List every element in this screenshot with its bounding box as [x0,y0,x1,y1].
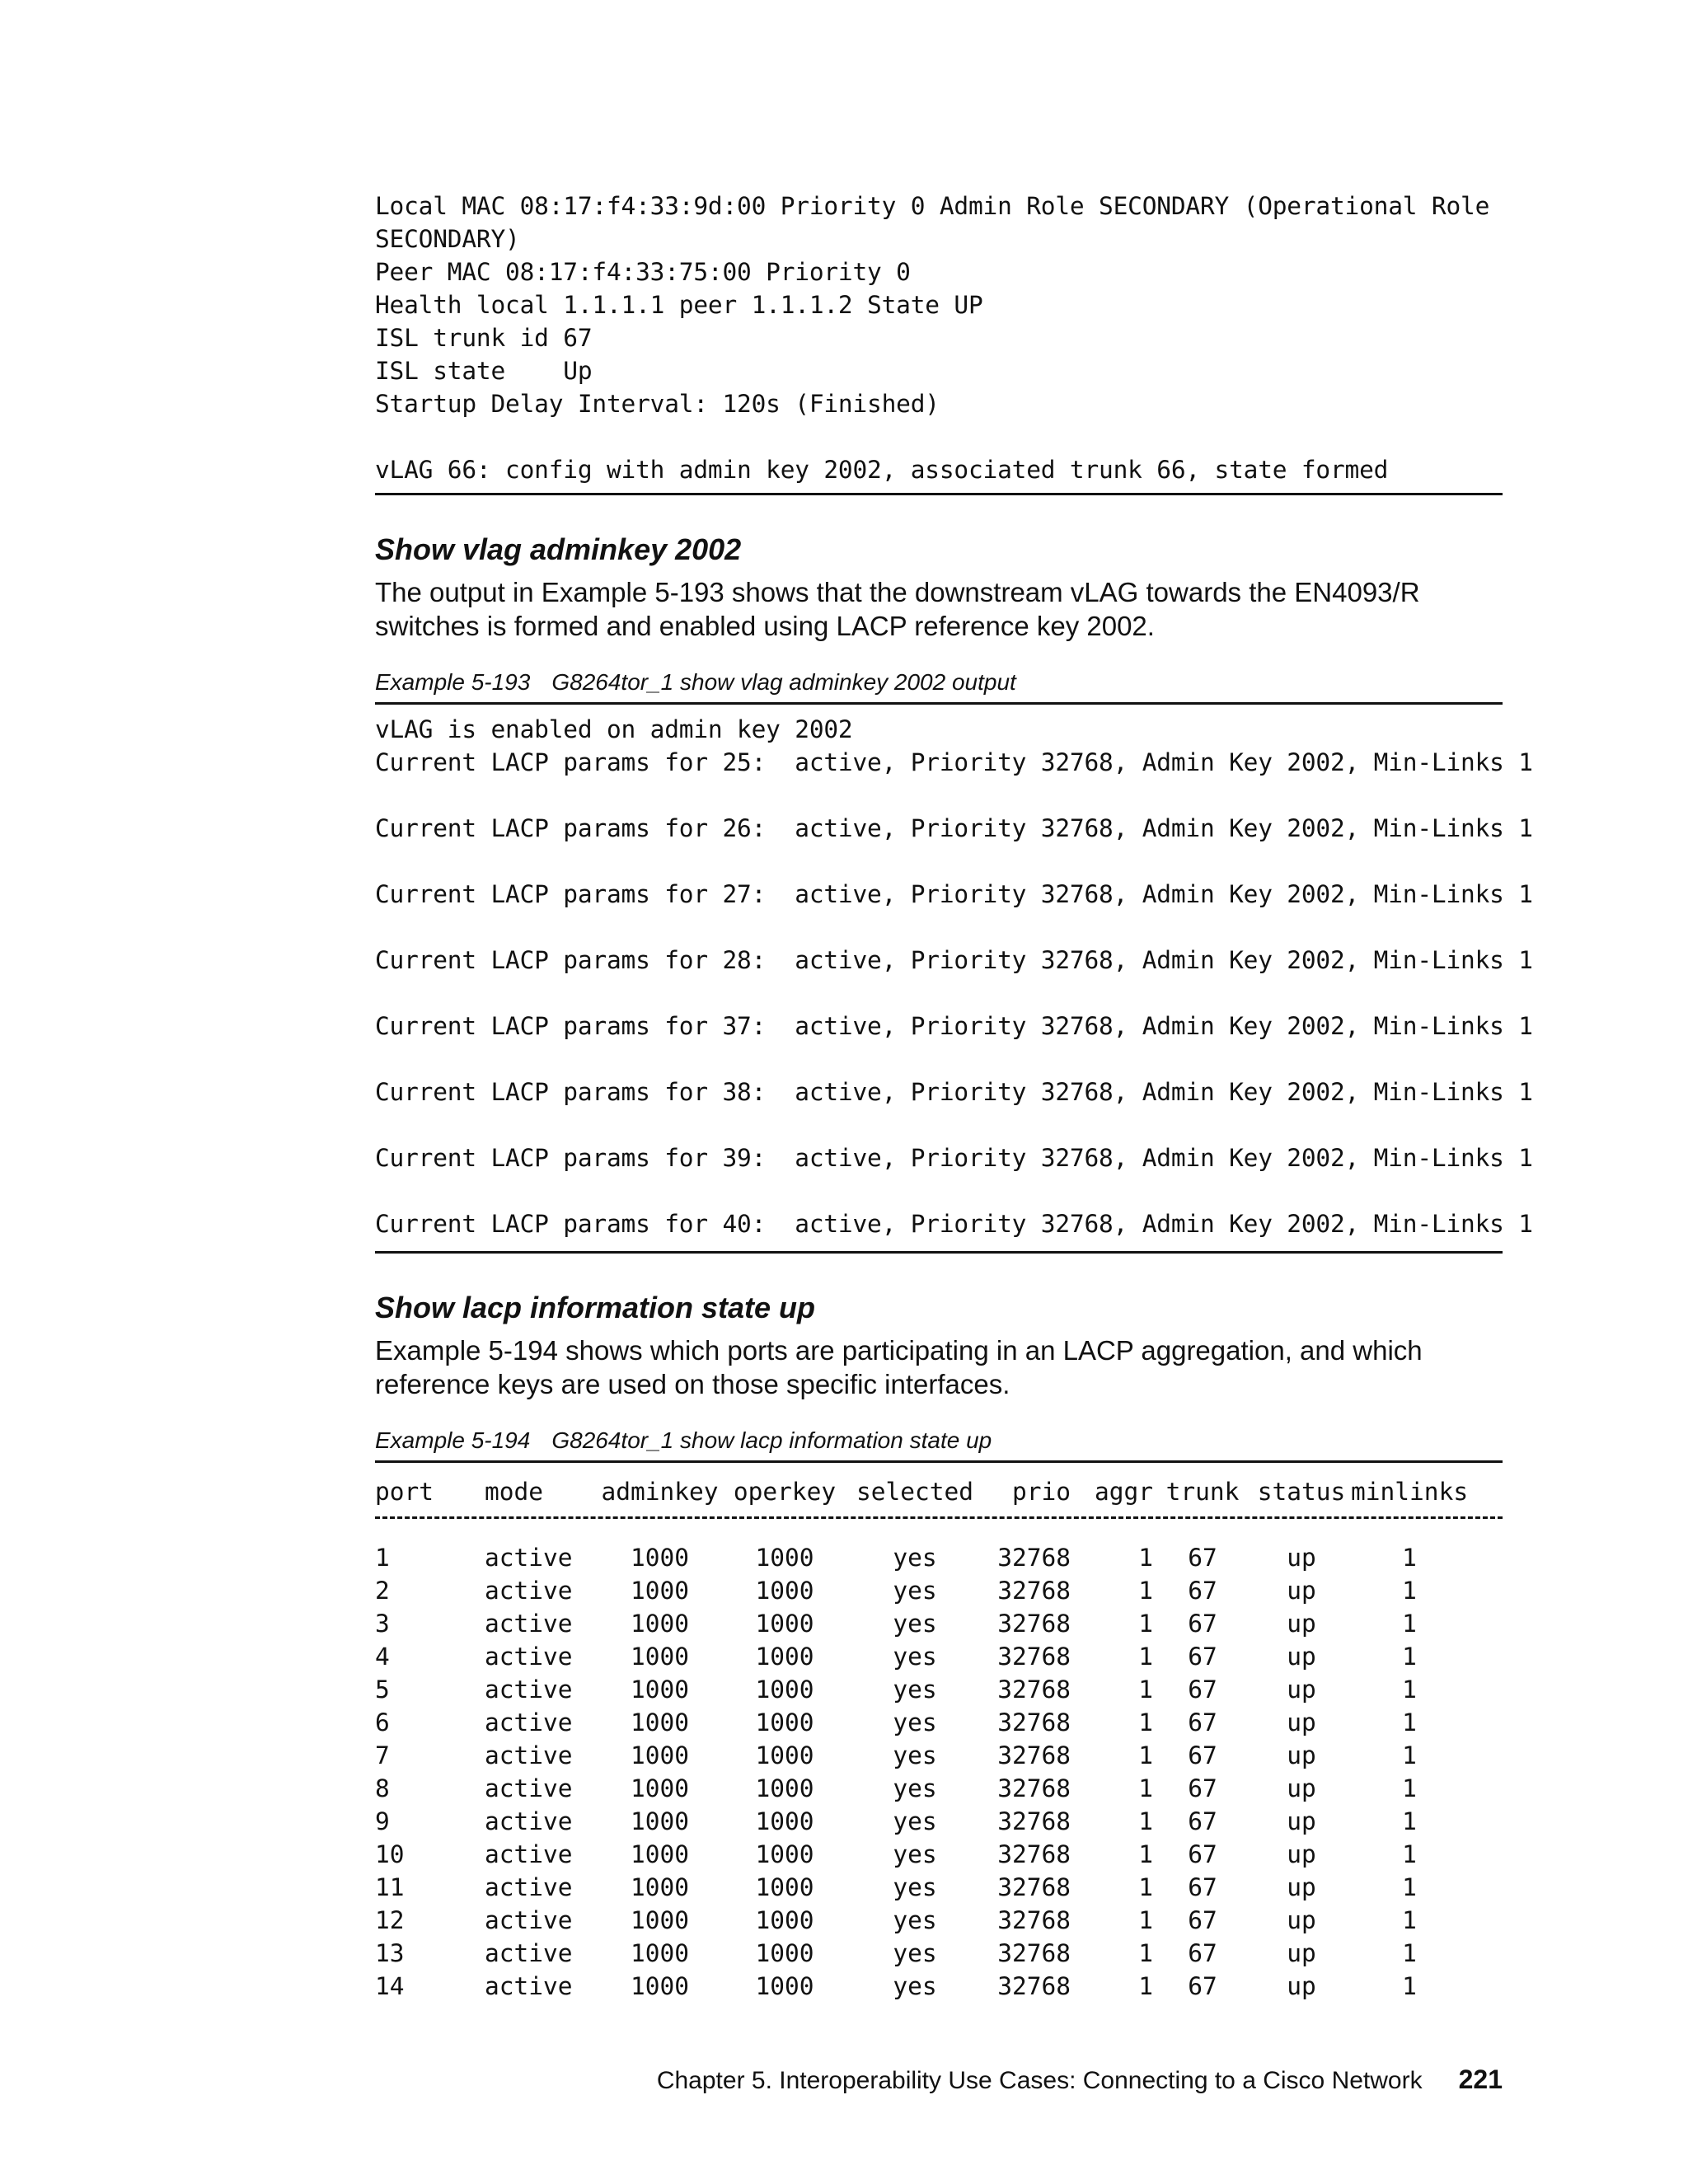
code-block-lacp-params [375,713,1533,1240]
table-cell: up [1287,1939,1316,1967]
table-cell: 14 [375,1972,405,2000]
column-header: trunk [1165,1478,1240,1506]
table-cell: 32768 [997,1906,1071,1934]
code-line: Current LACP params for 40: active, Priority 32768, Admin Key 2002, Min-Links 1 [375,1210,1533,1238]
table-cell: 1000 [755,1610,814,1638]
table-cell: active [485,1774,573,1802]
table-cell: yes [893,1774,937,1802]
table-cell: 1 [1138,1741,1153,1769]
table-cell: yes [893,1906,937,1934]
table-cell: up [1287,1643,1316,1671]
column-header: operkey [733,1478,837,1506]
table-row [375,1574,1468,1607]
code-line: Current LACP params for 26: active, Priority 32768, Admin Key 2002, Min-Links 1 [375,814,1533,842]
table-cell: 32768 [997,1741,1071,1769]
table-cell: yes [893,1840,937,1868]
table-cell: 5 [375,1675,390,1704]
table-cell: 1000 [755,1939,814,1967]
table-separator-row [375,1508,1468,1541]
caption-text: G8264tor_1 show lacp information state up [551,1427,992,1453]
table-cell: yes [893,1610,937,1638]
table-cell: yes [893,1873,937,1901]
section-paragraph: Example 5-194 shows which ports are participating in an LACP aggregation, and which reference keys are used on those specific interfaces. [375,1335,1423,1399]
table-cell: yes [893,1675,937,1704]
table-cell: active [485,1840,573,1868]
table-cell: 67 [1188,1675,1217,1704]
page-footer [657,2064,1503,2095]
table-cell: up [1287,1906,1316,1934]
column-header: aggr [1094,1478,1153,1506]
table-cell: up [1287,1610,1316,1638]
table-cell: 67 [1188,1807,1217,1835]
table-cell: yes [893,1708,937,1736]
table-cell: 1 [1138,1610,1153,1638]
table-row [375,1739,1468,1772]
code-line: Peer MAC 08:17:f4:33:75:00 Priority 0 [375,258,911,286]
table-cell: 1 [1138,1544,1153,1572]
table-cell: active [485,1906,573,1934]
table-cell: 13 [375,1939,405,1967]
table-cell: active [485,1544,573,1572]
table-cell: 1 [1402,1643,1417,1671]
column-header: minlinks [1351,1478,1469,1506]
table-cell: yes [893,1544,937,1572]
section-heading: Show lacp information state up [375,1291,816,1324]
table-cell: 67 [1188,1610,1217,1638]
table-row [375,1673,1468,1706]
table-cell: active [485,1741,573,1769]
table-cell: 7 [375,1741,390,1769]
table-cell: up [1287,1577,1316,1605]
table-cell: 11 [375,1873,405,1901]
table-cell: 32768 [997,1675,1071,1704]
table-cell: 32768 [997,1577,1071,1605]
table-row [375,1607,1468,1640]
table-cell: 1 [1402,1774,1417,1802]
table-row [375,1772,1468,1805]
table-cell: 1 [1402,1807,1417,1835]
table-cell: 1 [375,1544,390,1572]
table-cell: 1000 [630,1610,690,1638]
table-cell: up [1287,1972,1316,2000]
table-cell: 1 [1138,1939,1153,1967]
table-body [375,1541,1468,2003]
table-cell: 1 [1138,1774,1153,1802]
code-line: Current LACP params for 28: active, Priority 32768, Admin Key 2002, Min-Links 1 [375,946,1533,974]
table-cell: 1 [1138,1972,1153,2000]
table-cell: 1 [1138,1643,1153,1671]
table-cell: 1000 [755,1906,814,1934]
table-cell: active [485,1577,573,1605]
footer-chapter: Chapter 5. Interoperability Use Cases: Connecting to a Cisco Network [656,2067,1423,2094]
table-cell: 67 [1188,1544,1217,1572]
divider [375,1460,1503,1463]
table-row [375,1640,1468,1673]
table-cell: 1000 [630,1807,690,1835]
table-cell: 32768 [997,1774,1071,1802]
table-cell: 1000 [755,1873,814,1901]
column-header: prio [1011,1478,1071,1506]
table-cell: 32768 [997,1807,1071,1835]
divider [375,702,1503,705]
table-cell: 1000 [755,1972,814,2000]
table-cell: 32768 [997,1873,1071,1901]
code-line: Startup Delay Interval: 120s (Finished) [375,390,940,418]
table-cell: 6 [375,1708,390,1736]
table-cell: yes [893,1807,937,1835]
table-cell: 32768 [997,1939,1071,1967]
table-cell: 1 [1402,1610,1417,1638]
table-cell: 1000 [755,1577,814,1605]
code-line: vLAG is enabled on admin key 2002 [375,715,853,743]
table-cell: 67 [1188,1708,1217,1736]
table-cell: 32768 [997,1610,1071,1638]
table-cell: 1000 [630,1544,690,1572]
table-cell: 3 [375,1610,390,1638]
table-cell: 1000 [630,1708,690,1736]
table-cell: 1 [1138,1873,1153,1901]
table-cell: 67 [1188,1643,1217,1671]
table-cell: 12 [375,1906,405,1934]
table-cell: active [485,1708,573,1736]
table-cell: up [1287,1741,1316,1769]
table-cell: 1 [1402,1840,1417,1868]
table-cell: 1000 [630,1774,690,1802]
table-cell: 1000 [755,1544,814,1572]
table-cell: 1 [1138,1807,1153,1835]
table-cell: active [485,1972,573,2000]
code-block-vlag-info [375,190,1503,486]
table-cell: 1000 [630,1643,690,1671]
table-cell: 1000 [755,1643,814,1671]
column-header: status [1257,1478,1346,1506]
example-caption [375,669,1016,696]
example-caption [375,1427,992,1454]
table-cell: 1 [1402,1741,1417,1769]
caption-number: Example 5-194 [375,1427,531,1453]
code-line: vLAG 66: config with admin key 2002, associated trunk 66, state formed [375,456,1389,484]
code-line: Current LACP params for 27: active, Priority 32768, Admin Key 2002, Min-Links 1 [375,880,1533,908]
table-cell: 1000 [755,1840,814,1868]
code-line: Current LACP params for 37: active, Priority 32768, Admin Key 2002, Min-Links 1 [375,1012,1533,1040]
table-cell: 32768 [997,1708,1071,1736]
table-cell: 1000 [630,1939,690,1967]
table-cell: 4 [375,1643,390,1671]
column-header: mode [485,1478,544,1506]
table-cell: 1000 [630,1675,690,1704]
table-cell: 1 [1402,1972,1417,2000]
table-cell: 32768 [997,1840,1071,1868]
table-cell: 1 [1402,1577,1417,1605]
table-cell: active [485,1643,573,1671]
caption-text: G8264tor_1 show vlag adminkey 2002 output [551,669,1016,695]
code-line: Health local 1.1.1.1 peer 1.1.1.2 State UP [375,291,983,319]
code-line: ISL state Up [375,357,593,385]
table-cell: 67 [1188,1577,1217,1605]
table-cell: 8 [375,1774,390,1802]
table-cell: 1 [1138,1840,1153,1868]
table-header-row [375,1475,1468,1508]
code-line: Current LACP params for 38: active, Priority 32768, Admin Key 2002, Min-Links 1 [375,1078,1533,1106]
table-cell: 1 [1402,1873,1417,1901]
table-row [375,1937,1468,1970]
table-cell: active [485,1873,573,1901]
table-row [375,1904,1468,1937]
section-heading: Show vlag adminkey 2002 [375,532,742,566]
dashed-separator [375,1516,1503,1519]
table-cell: 9 [375,1807,390,1835]
table-row [375,1706,1468,1739]
table-cell: 2 [375,1577,390,1605]
table-cell: 67 [1188,1741,1217,1769]
column-header: selected [856,1478,974,1506]
column-header: port [375,1478,434,1506]
code-line: ISL trunk id 67 [375,324,593,352]
table-cell: 67 [1188,1906,1217,1934]
table-cell: yes [893,1643,937,1671]
table-cell: 1000 [630,1972,690,2000]
column-header: adminkey [601,1478,719,1506]
table-row [375,1541,1468,1574]
table-cell: up [1287,1873,1316,1901]
table-cell: 1 [1138,1708,1153,1736]
table-row [375,1871,1468,1904]
table-cell: 1000 [755,1774,814,1802]
table-cell: 67 [1188,1939,1217,1967]
table-cell: 67 [1188,1774,1217,1802]
table-cell: 1 [1402,1708,1417,1736]
code-line: Current LACP params for 39: active, Priority 32768, Admin Key 2002, Min-Links 1 [375,1144,1533,1172]
table-cell: yes [893,1741,937,1769]
table-cell: up [1287,1544,1316,1572]
table-cell: 1000 [755,1708,814,1736]
table-cell: yes [893,1972,937,2000]
table-cell: 1 [1402,1939,1417,1967]
code-line: SECONDARY) [375,225,520,253]
table-cell: 1000 [630,1741,690,1769]
divider [375,1251,1503,1254]
table-cell: 1000 [630,1873,690,1901]
code-line: Current LACP params for 25: active, Priority 32768, Admin Key 2002, Min-Links 1 [375,748,1533,776]
table-cell: 1 [1138,1577,1153,1605]
caption-number: Example 5-193 [375,669,531,695]
divider [375,493,1503,495]
table-cell: 67 [1188,1840,1217,1868]
table-cell: 1000 [630,1840,690,1868]
table-cell: 1000 [755,1675,814,1704]
table-row [375,1838,1468,1871]
section-paragraph: The output in Example 5-193 shows that the downstream vLAG towards the EN4093/R switches is formed and enabled using LACP reference key 2002. [375,577,1420,641]
table-cell: up [1287,1708,1316,1736]
table-cell: up [1287,1675,1316,1704]
table-row [375,1805,1468,1838]
table-cell: 1000 [630,1906,690,1934]
table-cell: 1 [1402,1544,1417,1572]
table-cell: 1 [1138,1906,1153,1934]
lacp-table [375,1475,1468,2003]
table-cell: 1000 [630,1577,690,1605]
table-cell: 1 [1402,1675,1417,1704]
table-cell: 1000 [755,1741,814,1769]
table-cell: up [1287,1840,1316,1868]
table-cell: up [1287,1807,1316,1835]
table-cell: 1 [1138,1675,1153,1704]
table-cell: 1000 [755,1807,814,1835]
table-cell: active [485,1807,573,1835]
table-cell: yes [893,1577,937,1605]
table-cell: active [485,1675,573,1704]
table-row [375,1970,1468,2003]
table-cell: 10 [375,1840,405,1868]
table-cell: active [485,1939,573,1967]
table-cell: 32768 [997,1544,1071,1572]
table-cell: active [485,1610,573,1638]
table-cell: 67 [1188,1972,1217,2000]
table-cell: 67 [1188,1873,1217,1901]
code-line: Local MAC 08:17:f4:33:9d:00 Priority 0 Admin Role SECONDARY (Operational Role [375,192,1490,220]
table-cell: 32768 [997,1643,1071,1671]
table-cell: up [1287,1774,1316,1802]
table-cell: 32768 [997,1972,1071,2000]
table-cell: yes [893,1939,937,1967]
table-cell: 1 [1402,1906,1417,1934]
page-number: 221 [1458,2064,1503,2094]
